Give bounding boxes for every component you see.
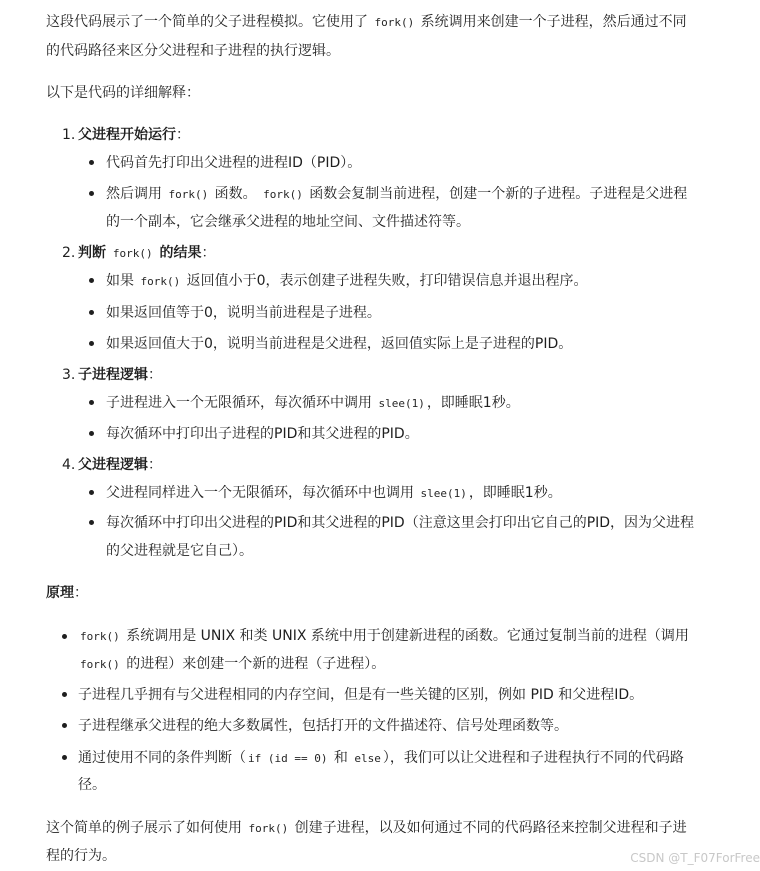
colon: ： bbox=[148, 367, 162, 383]
inline-code: fork() bbox=[374, 16, 415, 29]
list-number: 3. bbox=[62, 367, 76, 383]
bullet-dot bbox=[62, 692, 67, 697]
list-item: 如果返回值大于0，说明当前进程是父进程，返回值实际上是子进程的PID。 bbox=[106, 336, 573, 352]
intro-line-1 bbox=[46, 12, 687, 33]
conclusion-text: 创建子进程，以及如何通过不同的代码路径来控制父进程和子进 bbox=[290, 820, 687, 836]
colon: ： bbox=[74, 585, 88, 601]
section-title bbox=[78, 365, 162, 385]
item-text: 的进程）来创建一个新的进程（子进程）。 bbox=[121, 656, 386, 672]
intro-text: 这段代码展示了一个简单的父子进程模拟。它使用了 bbox=[46, 14, 373, 30]
list-item: 子进程继承父进程的绝大多数属性，包括打开的文件描述符、信号处理函数等。 bbox=[78, 718, 568, 734]
list-number: 4. bbox=[62, 457, 76, 473]
bullet-dot bbox=[62, 755, 67, 760]
intro-text: 系统调用来创建一个子进程，然后通过不同 bbox=[416, 14, 687, 30]
list-item-continuation: 径。 bbox=[78, 777, 106, 793]
principle-title: 原理 bbox=[46, 585, 74, 601]
section-title bbox=[78, 243, 216, 264]
section-title bbox=[78, 455, 162, 475]
intro-line-2: 的代码路径来区分父进程和子进程的执行逻辑。 bbox=[46, 43, 340, 59]
csdn-watermark: CSDN @T_F07ForFree bbox=[630, 851, 760, 865]
list-number: 1. bbox=[62, 127, 76, 143]
list-item: 每次循环中打印出子进程的PID和其父进程的PID。 bbox=[106, 426, 419, 442]
section-title-text: 父进程逻辑 bbox=[78, 457, 148, 473]
conclusion-line-1 bbox=[46, 818, 687, 839]
inline-code: fork() bbox=[168, 188, 209, 201]
bullet-dot bbox=[62, 634, 67, 639]
list-item bbox=[106, 393, 520, 414]
section-title-text: 子进程逻辑 bbox=[78, 367, 148, 383]
colon: ： bbox=[201, 245, 216, 261]
list-number: 2. bbox=[62, 245, 76, 261]
item-text: ，即睡眠1秒。 bbox=[426, 395, 520, 411]
bullet-dot bbox=[89, 400, 94, 405]
inline-code: fork() bbox=[80, 658, 120, 671]
bullet-dot bbox=[89, 160, 94, 165]
item-text: 如果 bbox=[106, 273, 139, 289]
list-item bbox=[106, 271, 588, 292]
bullet-dot bbox=[89, 431, 94, 436]
list-item bbox=[78, 748, 684, 769]
inline-code: if (id == 0) bbox=[248, 752, 328, 765]
item-text: 返回值小于0，表示创建子进程失败，打印错误信息并退出程序。 bbox=[182, 273, 588, 289]
bullet-dot bbox=[89, 520, 94, 525]
list-item: 子进程几乎拥有与父进程相同的内存空间，但是有一些关键的区别，例如 PID 和父进程ID。 bbox=[78, 687, 644, 703]
item-text: 函数。 bbox=[210, 186, 262, 202]
bullet-dot bbox=[89, 310, 94, 315]
inline-code: else bbox=[354, 752, 381, 765]
inline-code: fork() bbox=[140, 275, 181, 288]
list-item bbox=[78, 626, 689, 647]
item-text: ），我们可以让父进程和子进程执行不同的代码路 bbox=[382, 750, 684, 766]
section-title-text: 的结果 bbox=[154, 245, 202, 261]
item-text: 和 bbox=[329, 750, 353, 766]
inline-code: fork() bbox=[112, 247, 153, 260]
item-text: 通过使用不同的条件判断（ bbox=[78, 750, 246, 766]
bullet-dot bbox=[89, 278, 94, 283]
inline-code: slee(1) bbox=[378, 397, 425, 410]
inline-code: slee(1) bbox=[420, 487, 467, 500]
list-item: 代码首先打印出父进程的进程ID（PID）。 bbox=[106, 155, 362, 171]
list-item-continuation: 的父进程就是它自己）。 bbox=[106, 543, 253, 559]
bullet-dot bbox=[89, 341, 94, 346]
item-text: 子进程进入一个无限循环，每次循环中调用 bbox=[106, 395, 377, 411]
colon: ： bbox=[176, 127, 190, 143]
colon: ： bbox=[148, 457, 162, 473]
principle-heading bbox=[46, 583, 88, 603]
inline-code: fork() bbox=[80, 630, 120, 643]
detail-heading: 以下是代码的详细解释： bbox=[46, 85, 200, 101]
item-text: 然后调用 bbox=[106, 186, 167, 202]
inline-code: fork() bbox=[248, 822, 289, 835]
item-text: 系统调用是 UNIX 和类 UNIX 系统中用于创建新进程的函数。它通过复制当前的进程（调用 bbox=[121, 628, 689, 644]
item-text: ，即睡眠1秒。 bbox=[468, 485, 562, 501]
bullet-dot bbox=[89, 191, 94, 196]
section-title-text: 父进程开始运行 bbox=[78, 127, 176, 143]
section-title-text: 判断 bbox=[78, 245, 111, 261]
bullet-dot bbox=[89, 490, 94, 495]
list-item bbox=[106, 483, 562, 504]
list-item: 如果返回值等于0，说明当前进程是子进程。 bbox=[106, 305, 381, 321]
conclusion-line-2: 程的行为。 bbox=[46, 848, 116, 864]
inline-code: fork() bbox=[263, 188, 303, 201]
list-item-continuation: 的一个副本，它会继承父进程的地址空间、文件描述符等。 bbox=[106, 214, 470, 230]
list-item-continuation bbox=[78, 654, 385, 675]
list-item: 每次循环中打印出父进程的PID和其父进程的PID（注意这里会打印出它自己的PID，因为父进程 bbox=[106, 515, 695, 531]
item-text: 函数会复制当前进程，创建一个新的子进程。子进程是父进程 bbox=[304, 186, 688, 202]
section-title bbox=[78, 125, 190, 145]
conclusion-text: 这个简单的例子展示了如何使用 bbox=[46, 820, 247, 836]
list-item bbox=[106, 184, 687, 205]
item-text: 父进程同样进入一个无限循环，每次循环中也调用 bbox=[106, 485, 419, 501]
bullet-dot bbox=[62, 723, 67, 728]
